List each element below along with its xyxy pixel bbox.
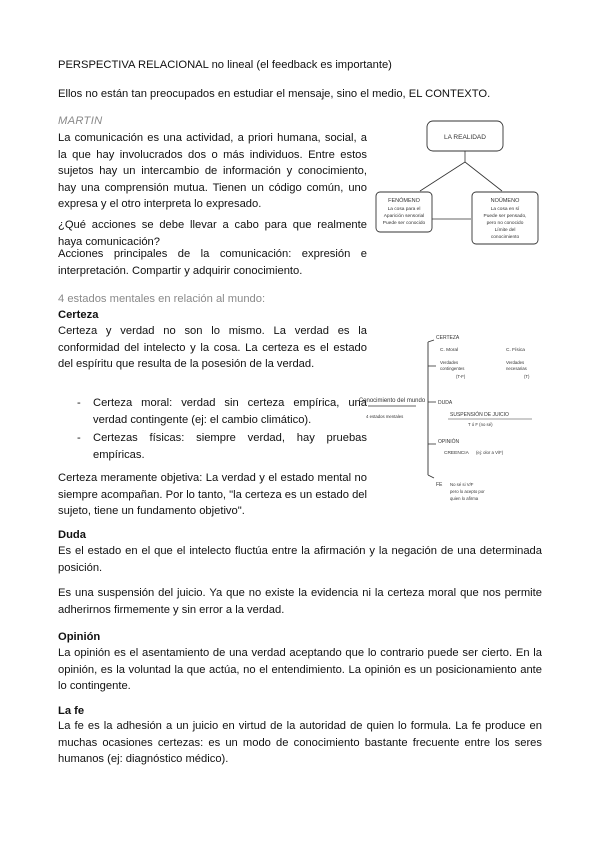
fisica-tag: (T) (524, 374, 530, 379)
duda-node: DUDA (438, 400, 453, 406)
bullet-dash-icon: - (77, 432, 81, 444)
certeza-bullets (77, 395, 367, 465)
fisica-sub: Verdades (506, 360, 525, 365)
fe-line: pero lo acepto por (450, 489, 485, 494)
root-sub: 4 estados mentales (366, 414, 404, 419)
duda-sub: SUSPENSIÓN DE JUICIO (450, 412, 509, 418)
bullet-dash-icon: - (77, 397, 81, 409)
noumeno-line: Puede ser pensado, (483, 214, 527, 219)
moral-sub: contingentes (440, 366, 465, 371)
bullet-item (77, 395, 367, 428)
bullet-text: Certeza moral: verdad sin certeza empírica, una verdad contingente (ej: el cambio climático). (93, 397, 367, 426)
noumeno-line: pero no conocido (486, 221, 524, 226)
fenomeno-line: Puede ser conocido (382, 221, 426, 226)
duda-paragraph-1: Es el estado en el que el intelecto fluctúa entre la afirmación y la negación de una determinada posición. (58, 545, 542, 574)
arrow-to-noumeno (465, 162, 502, 191)
c-moral-node: C. Moral (440, 348, 459, 353)
bracket-bottom (428, 475, 434, 478)
noumeno-line: La cosa en sí (490, 207, 520, 212)
noumeno-line: Límite del (494, 228, 516, 233)
fenomeno-title: FENÓMENO (388, 198, 420, 204)
certeza-title: Certeza (58, 309, 99, 321)
intro-line: Ellos no están tan preocupados en estudiar el mensaje, sino el medio, EL CONTEXTO. (58, 88, 491, 100)
bullet-text: Certezas físicas: siempre verdad, hay pruebas empíricas. (93, 432, 367, 461)
fe-title: La fe (58, 705, 85, 717)
fe-node: FE (436, 482, 443, 488)
opinion-title: Opinión (58, 631, 101, 643)
realidad-diagram (372, 118, 552, 248)
duda-title: Duda (58, 529, 86, 541)
estados-intro: 4 estados mentales en relación al mundo: (58, 293, 266, 305)
martin-paragraph: La comunicación es una actividad, a priori humana, social, a la que hay involucrados dos o más individuos. Entre estos sujetos hay un intercambio de información y conocimiento, hay una comprensión mutua. Tienen un código común, uno expresa y el otro interpreta lo expresado. (58, 132, 367, 210)
martin-label: MARTIN (58, 115, 103, 127)
fe-line: quien lo afirma (450, 496, 479, 501)
conocimiento-diagram (358, 330, 554, 510)
header-line: PERSPECTIVA RELACIONAL no lineal (el feedback es importante) (58, 59, 392, 71)
bullet-item (77, 430, 367, 463)
duda-paragraph-2: Es una suspensión del juicio. Ya que no existe la evidencia ni la certeza moral que nos permite adherirnos firmemente y sin error a la verdad. (58, 587, 542, 616)
certeza-paragraph: Certeza y verdad no son lo mismo. La verdad es la conformidad del intelecto y la cosa. La certeza es el estado del espíritu que resulta de la posesión de la verdad. (58, 325, 367, 370)
fe-paragraph: La fe es la adhesión a un juicio en virtud de la autoridad de quien lo formula. La fe produce en muchas ocasiones certezas: es un modo de conocimiento bastante frecuente entre los seres humanos (ej: diagnóstico médico). (58, 720, 542, 765)
creencia-note: (ej: olor a V/F) (476, 450, 504, 455)
fenomeno-line: Aparición sensorial (383, 214, 425, 219)
duda-note: T ó F (no sé) (468, 422, 493, 427)
fenomeno-line: La cosa para el (387, 207, 421, 212)
opinion-paragraph: La opinión es el asentamiento de una verdad aceptando que lo contrario puede ser cierto. En la opinión, es la voluntad la que actúa, no el entendimiento. La opinión es un posicionamiento ante lo contingente. (58, 647, 542, 692)
bracket-top (428, 340, 434, 342)
noumeno-title: NOÚMENO (490, 198, 520, 204)
certeza-closing: Certeza meramente objetiva: La verdad y el estado mental no siempre acompañan. Por lo tanto, "la certeza es un estado del sujeto, tiene un fundamento objetivo". (58, 472, 367, 517)
answer-paragraph: Acciones principales de la comunicación: expresión e interpretación. Compartir y adquirir conocimiento. (58, 248, 367, 277)
fe-line: No sé si V/F (450, 482, 474, 487)
moral-sub: Verdades (440, 360, 459, 365)
realidad-label: LA REALIDAD (444, 134, 486, 141)
arrow-to-fenomeno (420, 162, 465, 191)
opinion-node: OPINIÓN (438, 439, 460, 445)
certeza-node: CERTEZA (436, 335, 460, 341)
root-label: Conocimiento del mundo (358, 398, 426, 404)
creencia-node: CREENCIA (444, 451, 469, 456)
noumeno-line: conocimiento (490, 235, 520, 240)
c-fisica-node: C. Física (506, 348, 525, 353)
question-paragraph: ¿Qué acciones se debe llevar a cabo para que realmente haya comunicación? (58, 219, 367, 248)
fisica-sub: necesarias (506, 366, 527, 371)
moral-tag: (T-F) (456, 374, 466, 379)
